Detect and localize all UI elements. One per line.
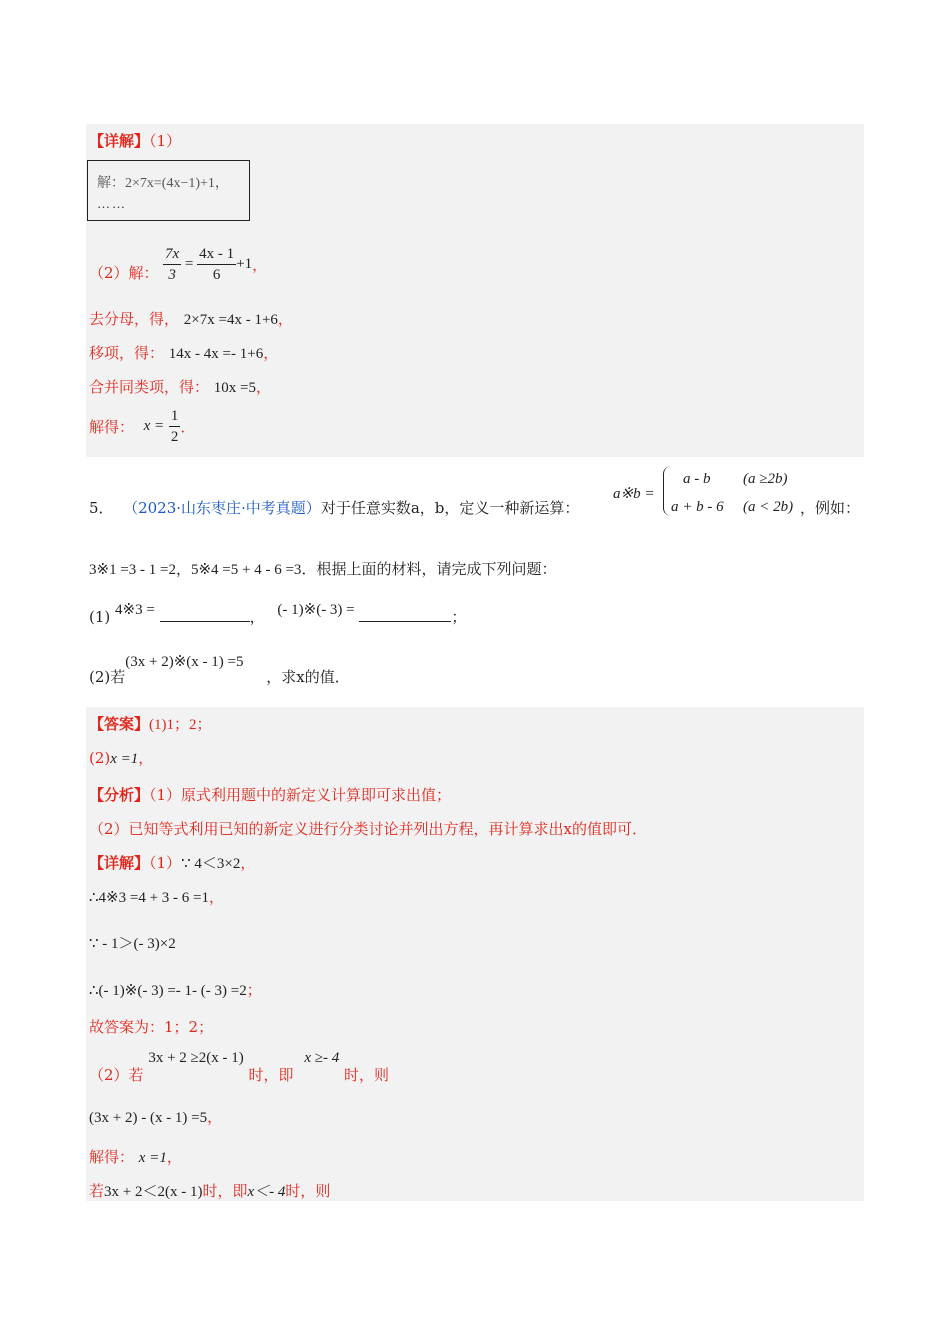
- case-a-solution: x =1: [138, 1150, 167, 1166]
- problem-text-1: 对于任意实数a，b，定义一种新运算：: [320, 499, 580, 517]
- answer-part2-end: ，: [138, 749, 154, 767]
- detail-line-9: [89, 1180, 330, 1201]
- case-b-prefix: 若: [89, 1182, 105, 1200]
- part2-equation: [163, 244, 267, 285]
- step2-expr: 14x - 4x =- 1+6: [168, 346, 264, 362]
- analysis-1: （1）原式利用题中的新定义计算即可求出值；: [149, 786, 452, 804]
- case-2-cond: (a < 2b): [743, 499, 794, 515]
- comma: ，: [252, 258, 268, 274]
- q2-expr: (3x + 2)※(x - 1) =5: [125, 654, 244, 670]
- case-a-range: x ≥- 4: [304, 1050, 340, 1066]
- problem-number: 5．: [89, 499, 114, 517]
- box-expr: 2×7x=(4x−1)+1，: [125, 176, 229, 191]
- step2-comma: ，: [263, 344, 279, 362]
- detail-expr-4: ∴(- 1)※(- 3) =- 1- (- 3) =2: [89, 983, 247, 999]
- equals: =: [184, 256, 194, 272]
- case-a-cond: 3x + 2 ≥2(x - 1): [148, 1050, 244, 1066]
- box-prefix: 解：: [97, 176, 125, 191]
- detail-expr-2: ∴4※3 =4 + 3 - 6 =1: [89, 890, 209, 906]
- case-a-end: 时，则: [344, 1066, 390, 1084]
- period: ．: [180, 418, 196, 436]
- problem-text-3: ．根据上面的材料，请完成下列问题：: [301, 560, 557, 578]
- step3-expr: 10x =5: [213, 380, 257, 396]
- fraction-right: [197, 244, 236, 285]
- detail-heading-1: [89, 130, 181, 151]
- answer-values: (1)1；2；: [149, 717, 212, 733]
- analysis-tag: 【分析】: [89, 786, 150, 804]
- frac-left-den: 3: [168, 267, 176, 283]
- step1-comma: ，: [277, 310, 293, 328]
- case-a-solution-end: ，: [166, 1148, 182, 1166]
- case-1-expr: a - b: [683, 471, 711, 487]
- op-definition-lhs: a※b =: [613, 486, 655, 502]
- question-2: [89, 650, 350, 686]
- detail-line-4: [89, 979, 262, 1000]
- answer-part2-expr: x =1: [110, 751, 139, 767]
- frac-left-num: 7x: [163, 244, 181, 265]
- case-a-solve-label: 解得：: [89, 1148, 135, 1166]
- detail-line-2: [89, 886, 224, 907]
- detail-prefix: （1）: [149, 854, 182, 872]
- detail-end-4: ；: [246, 981, 262, 999]
- step-3: [89, 376, 271, 397]
- q1-expr-2: (- 1)※(- 3) =: [277, 602, 355, 618]
- case-a-prefix: （2）若: [89, 1066, 144, 1084]
- step2-label: 移项，得：: [89, 344, 165, 362]
- part2-intro: （2）解：: [89, 264, 159, 282]
- problem-5-line-2: [89, 558, 556, 579]
- frac-right-num: 4x - 1: [197, 244, 236, 265]
- case-1-cond: (a ≥2b): [743, 471, 788, 487]
- step1-expr: 2×7x =4x - 1+6: [183, 312, 278, 328]
- analysis-line-2: （2）已知等式利用已知的新定义进行分类讨论并列出方程，再计算求出x的值即可．: [89, 820, 648, 838]
- q1-expr-1: 4※3 =: [115, 602, 155, 618]
- case-a-eq-end: ，: [207, 1108, 223, 1126]
- detail-line-5: 故答案为：1；2；: [89, 1018, 214, 1036]
- step3-label: 合并同类项，得：: [89, 378, 210, 396]
- detail-expr-1: ∵ 4＜3×2: [181, 856, 241, 872]
- plus-one: +1: [236, 256, 253, 272]
- detail-line-3: ∵ - 1＞(- 3)×2: [89, 936, 176, 952]
- problem-5-line-1: [89, 497, 579, 518]
- q1-end: ；: [451, 608, 467, 626]
- q1-label: (1): [89, 608, 111, 626]
- case-b-range: x＜- 4: [247, 1184, 286, 1200]
- detail-line-8: [89, 1146, 182, 1167]
- answer-line-2: [89, 747, 153, 768]
- box-line-2: ……: [97, 196, 127, 211]
- q1-blank-2[interactable]: [359, 607, 451, 622]
- step-1: [89, 308, 293, 329]
- analysis-line-1: [89, 784, 451, 805]
- detail-part: （1）: [149, 132, 182, 150]
- q2-text: ，求x的值．: [266, 668, 350, 686]
- step1-label: 去分母，得，: [89, 310, 180, 328]
- detail-tag-2: 【详解】: [89, 854, 150, 872]
- example-expr: 3※1 =3 - 1 =2，5※4 =5 + 4 - 6 =3: [89, 562, 302, 578]
- detail-line-7: [89, 1106, 222, 1127]
- q1-sep: ，: [249, 608, 265, 626]
- case-b-mid: 时，即: [202, 1182, 248, 1200]
- detail-end-2: ，: [209, 888, 225, 906]
- q1-blank-1[interactable]: [160, 607, 250, 622]
- half-den: 2: [170, 429, 179, 445]
- detail-line-6: [89, 1046, 390, 1084]
- step4-lhs: x =: [143, 418, 165, 434]
- fraction-left: [163, 244, 181, 285]
- q2-label: (2)若: [89, 668, 126, 686]
- case-b-end: 时，则: [285, 1182, 331, 1200]
- detail-end-1: ，: [240, 854, 256, 872]
- answer-line-1: [89, 713, 212, 734]
- problem-source: （2023·山东枣庄·中考真题）: [123, 499, 321, 517]
- case-2-expr: a + b - 6: [671, 499, 724, 515]
- case-a-equation: (3x + 2) - (x - 1) =5: [89, 1110, 208, 1126]
- step-4: [89, 406, 195, 447]
- box-line-1: [97, 172, 229, 192]
- step3-comma: ，: [256, 378, 272, 396]
- frac-right-den: 6: [212, 267, 221, 283]
- half-num: 1: [169, 406, 181, 427]
- fraction-half: [169, 406, 181, 447]
- problem-text-2: ，例如：: [800, 499, 861, 517]
- answer-part2-label: (2): [89, 749, 111, 767]
- step4-label: 解得：: [89, 418, 135, 436]
- detail-line-1: [89, 852, 255, 873]
- answer-tag: 【答案】: [89, 715, 150, 733]
- case-b-cond: 3x + 2＜2(x - 1): [104, 1184, 203, 1200]
- step-2: [89, 342, 278, 363]
- case-a-mid: 时，即: [248, 1066, 294, 1084]
- detail-tag: 【详解】: [89, 132, 150, 150]
- question-1: [89, 598, 467, 626]
